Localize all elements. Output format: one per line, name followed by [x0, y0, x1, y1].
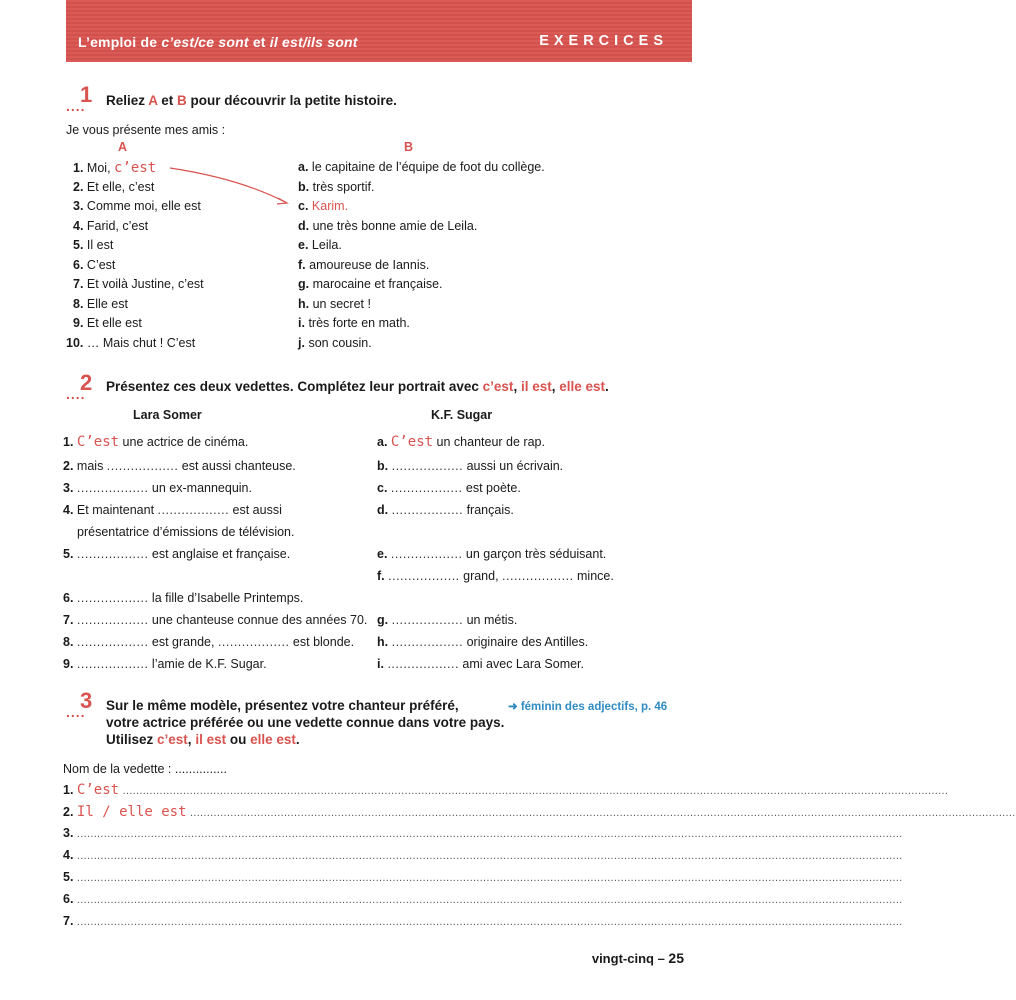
- column-a-item: 1. Moi, c’est: [73, 160, 157, 176]
- ex2-left-8: 8. .................. est grande, .................. est blonde.: [63, 635, 355, 649]
- ex2-right-b: b. .................. aussi un écrivain.: [377, 459, 564, 473]
- column-b-item: i. très forte en math.: [298, 316, 410, 330]
- writing-line[interactable]: 5. ......................................................................................................................................................................................................................................................: [63, 870, 903, 884]
- writing-line[interactable]: 4. ......................................................................................................................................................................................................................................................: [63, 848, 903, 862]
- column-a-item: 4. Farid, c’est: [73, 218, 149, 233]
- ex2-left-4-cont: présentatrice d’émissions de télévision.: [77, 525, 295, 539]
- section-label: EXERCICES: [539, 33, 668, 49]
- left-heading: Lara Somer: [133, 408, 202, 422]
- column-a-item: 8. Elle est: [73, 296, 128, 311]
- column-a-item: 2. Et elle, c’est: [73, 179, 155, 194]
- column-b-item: h. un secret !: [298, 296, 371, 311]
- column-b-item: e. Leila.: [298, 238, 342, 252]
- column-a-item: 3. Comme moi, elle est: [73, 199, 201, 213]
- page-number: vingt-cinq – 25: [591, 950, 684, 966]
- column-b-item: g. marocaine et française.: [298, 277, 443, 291]
- writing-line[interactable]: 6. ......................................................................................................................................................................................................................................................: [63, 892, 903, 906]
- ex2-left-7: 7. .................. une chanteuse connue des années 70.: [63, 613, 368, 627]
- writing-line[interactable]: 3. ......................................................................................................................................................................................................................................................: [63, 826, 903, 840]
- answer-arrow: [150, 160, 300, 210]
- grammar-reference-link[interactable]: ➜ féminin des adjectifs, p. 46: [508, 701, 668, 713]
- exercise-2-instruction: Présentez ces deux vedettes. Complétez leur portrait avec c’est, il est, elle est.: [106, 379, 609, 394]
- exercise-1-instruction: Reliez A et B pour découvrir la petite histoire.: [106, 93, 397, 108]
- page-title: L’emploi de c’est/ce sont et il est/ils sont: [78, 34, 358, 50]
- star-name-field[interactable]: Nom de la vedette : ...............: [63, 762, 227, 776]
- ex2-right-f: f. .................. grand, .................. mince.: [377, 569, 614, 583]
- column-b-item: f. amoureuse de Iannis.: [298, 257, 430, 272]
- writing-line[interactable]: 7. ......................................................................................................................................................................................................................................................: [63, 914, 903, 928]
- column-b-item: d. une très bonne amie de Leila.: [298, 218, 478, 233]
- column-a-item: 7. Et voilà Justine, c’est: [73, 277, 204, 291]
- column-b-item: c. Karim.: [298, 199, 349, 213]
- ex2-right-a: a. C’est un chanteur de rap.: [377, 434, 545, 450]
- ex2-left-2: 2. mais .................. est aussi chanteuse.: [63, 459, 296, 473]
- column-a-item: 9. Et elle est: [73, 316, 142, 330]
- right-heading: K.F. Sugar: [431, 408, 493, 422]
- ex2-left-3: 3. .................. un ex-mannequin.: [63, 481, 252, 495]
- header-banner: [66, 0, 692, 62]
- column-a-item: 5. Il est: [73, 238, 114, 252]
- ex2-right-h: h. .................. originaire des Antilles.: [377, 635, 589, 649]
- ex2-left-4: 4. Et maintenant .................. est aussi: [63, 503, 282, 517]
- exercise-3-instruction: Sur le même modèle, présentez votre chanteur préféré, votre actrice préférée ou une vedette connue dans votre pays. Utilisez c’est, il est ou elle est.: [106, 698, 505, 747]
- ex2-left-9: 9. .................. l’amie de K.F. Sugar.: [63, 657, 267, 671]
- ex2-right-d: d. .................. français.: [377, 503, 514, 517]
- ex2-left-6: 6. .................. la fille d’Isabelle Printemps.: [63, 591, 304, 605]
- ex2-right-g: g. .................. un métis.: [377, 613, 518, 627]
- ex2-left-1: 1. C’est une actrice de cinéma.: [63, 434, 249, 450]
- column-b-item: a. le capitaine de l’équipe de foot du collège.: [298, 160, 545, 174]
- column-a-item: 10. … Mais chut ! C’est: [66, 335, 196, 350]
- writing-line[interactable]: 1. C’est ......................................................................................................................................................................................................................................................: [63, 782, 949, 798]
- column-a-item: 6. C’est: [73, 257, 116, 272]
- ex2-left-5: 5. .................. est anglaise et française.: [63, 547, 291, 561]
- column-b-item: b. très sportif.: [298, 179, 375, 194]
- ex2-right-e: e. .................. un garçon très séduisant.: [377, 547, 607, 561]
- column-b-heading: B: [404, 140, 414, 154]
- writing-line[interactable]: 2. Il / elle est ......................................................................................................................................................................................................................................................: [63, 804, 1016, 820]
- ex2-right-c: c. .................. est poète.: [377, 481, 521, 495]
- ex2-right-i: i. .................. ami avec Lara Somer.: [377, 657, 585, 671]
- exercise-1-intro: Je vous présente mes amis :: [66, 123, 226, 137]
- column-a-heading: A: [118, 140, 128, 154]
- column-b-item: j. son cousin.: [298, 335, 372, 350]
